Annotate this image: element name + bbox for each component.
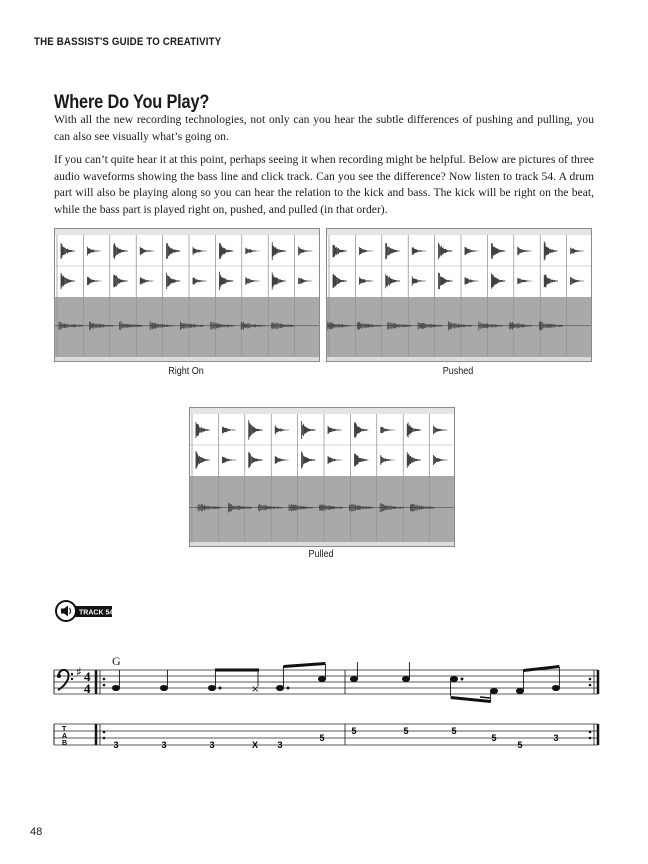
tab-fret: X: [251, 740, 259, 750]
tab-fret: 5: [351, 726, 357, 736]
waveform-right-on: [54, 228, 320, 362]
time-signature-bottom: 4: [84, 681, 91, 696]
tab-letter-a: A: [62, 733, 68, 740]
tab-fret: 3: [161, 740, 167, 750]
waveform-pulled-graphic: [190, 408, 454, 546]
bass-notation: [50, 650, 610, 765]
tab-fret: 5: [491, 733, 497, 743]
caption-pulled: Pulled: [308, 549, 334, 560]
waveform-pushed-graphic: [327, 229, 591, 361]
measure-1-notes: [112, 662, 325, 695]
running-head: THE BASSIST'S GUIDE TO CREATIVITY: [34, 36, 222, 48]
tab-fret: 3: [209, 740, 215, 750]
waveform-pushed: [326, 228, 592, 362]
staff-and-tab: [50, 650, 610, 760]
caption-pushed: Pushed: [442, 366, 474, 377]
bass-clef: [57, 670, 73, 690]
caption-right-on: Right On: [168, 366, 204, 377]
tab-fret: 5: [451, 726, 457, 736]
tab-letter-b: B: [62, 740, 68, 747]
time-signature-top: 4: [84, 669, 91, 684]
tab-letter-t: T: [62, 726, 67, 733]
tab-fret: 3: [277, 740, 283, 750]
track-badge[interactable]: [54, 599, 114, 630]
track-label: TRACK 54: [79, 609, 114, 617]
tab-fret: 5: [517, 740, 523, 750]
waveform-right-on-graphic: [55, 229, 319, 361]
page-number: 48: [30, 826, 43, 838]
track-badge-graphic: [54, 599, 114, 625]
measure-2-notes: [350, 662, 559, 703]
waveform-pulled: [189, 407, 455, 547]
tab-fret: 5: [319, 733, 325, 743]
chord-symbol: G: [112, 654, 121, 668]
key-signature-sharp: ♯: [76, 665, 82, 679]
tab-fret: 3: [553, 733, 559, 743]
tab-fret: 5: [403, 726, 409, 736]
paragraph-intro: With all the new recording technologies, not only can you hear the subtle differences of pushing and pulling, you can also see visually what’s going on.: [54, 113, 594, 143]
tab-fret: 3: [113, 740, 119, 750]
svg-text:×: ×: [251, 684, 260, 695]
tab-clef: [62, 726, 67, 747]
section-title: Where Do You Play?: [54, 92, 210, 113]
paragraph-instructions: If you can’t quite hear it at this point, perhaps seeing it when recording might be helpful. Below are pictures of three audio waveforms showing the bass line and click track. Can you see the difference? Now listen to track 54. A drum part will also be playing along so you can hear the relation to the kick and bass. The kick will be right on the beat, while the bass part is played right on, pushed, and pulled (in that order).: [54, 153, 594, 216]
